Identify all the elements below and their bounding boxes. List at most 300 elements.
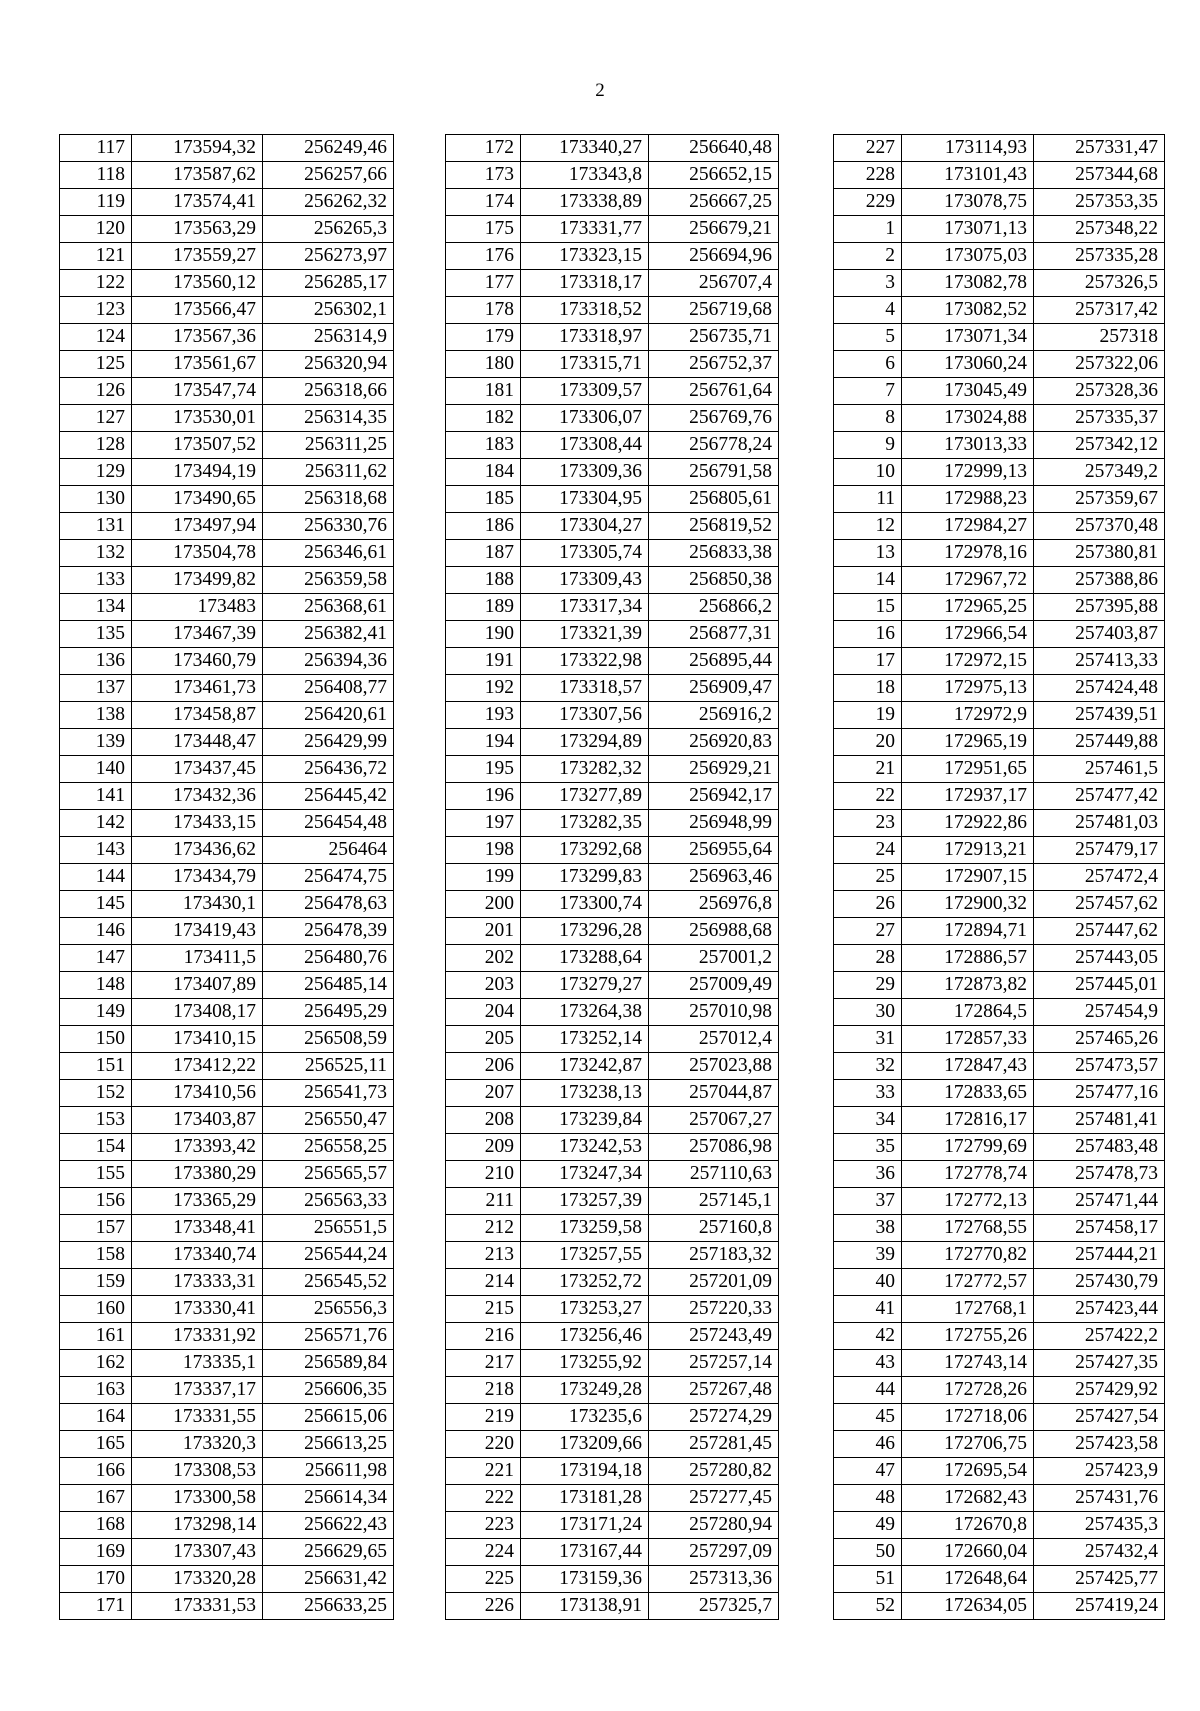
y-coordinate-cell: 257342,12 bbox=[1034, 432, 1165, 459]
point-number-cell: 210 bbox=[446, 1161, 521, 1188]
table-row bbox=[60, 243, 394, 270]
x-coordinate-cell: 173238,13 bbox=[521, 1080, 649, 1107]
x-coordinate-cell: 173294,89 bbox=[521, 729, 649, 756]
point-number-cell: 190 bbox=[446, 621, 521, 648]
x-coordinate-cell: 173430,1 bbox=[132, 891, 263, 918]
table-row bbox=[446, 540, 779, 567]
point-number-cell: 171 bbox=[60, 1593, 132, 1620]
point-number-cell: 209 bbox=[446, 1134, 521, 1161]
x-coordinate-cell: 173307,56 bbox=[521, 702, 649, 729]
x-coordinate-cell: 173320,3 bbox=[132, 1431, 263, 1458]
x-coordinate-cell: 173318,52 bbox=[521, 297, 649, 324]
x-coordinate-cell: 172978,16 bbox=[902, 540, 1034, 567]
y-coordinate-cell: 257427,35 bbox=[1034, 1350, 1165, 1377]
y-coordinate-cell: 257280,82 bbox=[649, 1458, 779, 1485]
point-number-cell: 198 bbox=[446, 837, 521, 864]
table-row bbox=[60, 378, 394, 405]
table-row bbox=[60, 783, 394, 810]
y-coordinate-cell: 257425,77 bbox=[1034, 1566, 1165, 1593]
x-coordinate-cell: 173559,27 bbox=[132, 243, 263, 270]
table-row bbox=[60, 648, 394, 675]
point-number-cell: 15 bbox=[834, 594, 902, 621]
x-coordinate-cell: 172966,54 bbox=[902, 621, 1034, 648]
y-coordinate-cell: 257318 bbox=[1034, 324, 1165, 351]
point-number-cell: 31 bbox=[834, 1026, 902, 1053]
table-row bbox=[60, 1053, 394, 1080]
y-coordinate-cell: 256652,15 bbox=[649, 162, 779, 189]
x-coordinate-cell: 172695,54 bbox=[902, 1458, 1034, 1485]
point-number-cell: 12 bbox=[834, 513, 902, 540]
table-row bbox=[446, 999, 779, 1026]
table-row bbox=[60, 162, 394, 189]
point-number-cell: 44 bbox=[834, 1377, 902, 1404]
point-number-cell: 178 bbox=[446, 297, 521, 324]
x-coordinate-cell: 173082,52 bbox=[902, 297, 1034, 324]
table-row bbox=[446, 135, 779, 162]
x-coordinate-cell: 172900,32 bbox=[902, 891, 1034, 918]
y-coordinate-cell: 256495,29 bbox=[263, 999, 394, 1026]
point-number-cell: 143 bbox=[60, 837, 132, 864]
x-coordinate-cell: 172984,27 bbox=[902, 513, 1034, 540]
x-coordinate-cell: 173292,68 bbox=[521, 837, 649, 864]
y-coordinate-cell: 256948,99 bbox=[649, 810, 779, 837]
point-number-cell: 172 bbox=[446, 135, 521, 162]
x-coordinate-cell: 173331,55 bbox=[132, 1404, 263, 1431]
y-coordinate-cell: 257331,47 bbox=[1034, 135, 1165, 162]
table-row bbox=[60, 918, 394, 945]
x-coordinate-cell: 173239,84 bbox=[521, 1107, 649, 1134]
y-coordinate-cell: 256819,52 bbox=[649, 513, 779, 540]
x-coordinate-cell: 173255,92 bbox=[521, 1350, 649, 1377]
point-number-cell: 208 bbox=[446, 1107, 521, 1134]
table-row bbox=[60, 1188, 394, 1215]
table-row bbox=[60, 540, 394, 567]
point-number-cell: 48 bbox=[834, 1485, 902, 1512]
point-number-cell: 200 bbox=[446, 891, 521, 918]
x-coordinate-cell: 173256,46 bbox=[521, 1323, 649, 1350]
y-coordinate-cell: 256640,48 bbox=[649, 135, 779, 162]
table-row bbox=[446, 270, 779, 297]
table-row bbox=[446, 351, 779, 378]
y-coordinate-cell: 256735,71 bbox=[649, 324, 779, 351]
y-coordinate-cell: 256285,17 bbox=[263, 270, 394, 297]
y-coordinate-cell: 257465,26 bbox=[1034, 1026, 1165, 1053]
point-number-cell: 166 bbox=[60, 1458, 132, 1485]
table-row bbox=[834, 1431, 1165, 1458]
table-row bbox=[60, 1485, 394, 1512]
table-row bbox=[446, 1350, 779, 1377]
x-coordinate-cell: 173045,49 bbox=[902, 378, 1034, 405]
point-number-cell: 203 bbox=[446, 972, 521, 999]
point-number-cell: 222 bbox=[446, 1485, 521, 1512]
x-coordinate-cell: 172728,26 bbox=[902, 1377, 1034, 1404]
x-coordinate-cell: 173282,32 bbox=[521, 756, 649, 783]
x-coordinate-cell: 173458,87 bbox=[132, 702, 263, 729]
x-coordinate-cell: 173235,6 bbox=[521, 1404, 649, 1431]
y-coordinate-cell: 256478,63 bbox=[263, 891, 394, 918]
point-number-cell: 176 bbox=[446, 243, 521, 270]
point-number-cell: 3 bbox=[834, 270, 902, 297]
x-coordinate-cell: 173277,89 bbox=[521, 783, 649, 810]
table-row bbox=[834, 972, 1165, 999]
y-coordinate-cell: 257297,09 bbox=[649, 1539, 779, 1566]
y-coordinate-cell: 257432,4 bbox=[1034, 1539, 1165, 1566]
x-coordinate-cell: 173300,74 bbox=[521, 891, 649, 918]
table-row bbox=[834, 378, 1165, 405]
table-row bbox=[60, 513, 394, 540]
table-row bbox=[60, 1512, 394, 1539]
y-coordinate-cell: 256833,38 bbox=[649, 540, 779, 567]
y-coordinate-cell: 256249,46 bbox=[263, 135, 394, 162]
point-number-cell: 187 bbox=[446, 540, 521, 567]
x-coordinate-cell: 173075,03 bbox=[902, 243, 1034, 270]
point-number-cell: 218 bbox=[446, 1377, 521, 1404]
y-coordinate-cell: 256454,48 bbox=[263, 810, 394, 837]
y-coordinate-cell: 256408,77 bbox=[263, 675, 394, 702]
y-coordinate-cell: 257322,06 bbox=[1034, 351, 1165, 378]
y-coordinate-cell: 256613,25 bbox=[263, 1431, 394, 1458]
point-number-cell: 228 bbox=[834, 162, 902, 189]
table-row bbox=[834, 1080, 1165, 1107]
table-row bbox=[60, 405, 394, 432]
y-coordinate-cell: 256545,52 bbox=[263, 1269, 394, 1296]
y-coordinate-cell: 257317,42 bbox=[1034, 297, 1165, 324]
point-number-cell: 28 bbox=[834, 945, 902, 972]
y-coordinate-cell: 257326,5 bbox=[1034, 270, 1165, 297]
x-coordinate-cell: 172965,19 bbox=[902, 729, 1034, 756]
point-number-cell: 191 bbox=[446, 648, 521, 675]
x-coordinate-cell: 173299,83 bbox=[521, 864, 649, 891]
y-coordinate-cell: 256606,35 bbox=[263, 1377, 394, 1404]
point-number-cell: 202 bbox=[446, 945, 521, 972]
x-coordinate-cell: 173304,27 bbox=[521, 513, 649, 540]
point-number-cell: 125 bbox=[60, 351, 132, 378]
y-coordinate-cell: 256508,59 bbox=[263, 1026, 394, 1053]
page-number: 2 bbox=[595, 80, 605, 101]
x-coordinate-cell: 172967,72 bbox=[902, 567, 1034, 594]
x-coordinate-cell: 172999,13 bbox=[902, 459, 1034, 486]
y-coordinate-cell: 256955,64 bbox=[649, 837, 779, 864]
point-number-cell: 13 bbox=[834, 540, 902, 567]
table-row bbox=[60, 891, 394, 918]
y-coordinate-cell: 257424,48 bbox=[1034, 675, 1165, 702]
table-row bbox=[834, 351, 1165, 378]
table-row bbox=[60, 810, 394, 837]
point-number-cell: 168 bbox=[60, 1512, 132, 1539]
y-coordinate-cell: 256719,68 bbox=[649, 297, 779, 324]
x-coordinate-cell: 173567,36 bbox=[132, 324, 263, 351]
point-number-cell: 17 bbox=[834, 648, 902, 675]
y-coordinate-cell: 257423,44 bbox=[1034, 1296, 1165, 1323]
table-row bbox=[60, 675, 394, 702]
x-coordinate-cell: 173433,15 bbox=[132, 810, 263, 837]
y-coordinate-cell: 257422,2 bbox=[1034, 1323, 1165, 1350]
point-number-cell: 204 bbox=[446, 999, 521, 1026]
point-number-cell: 173 bbox=[446, 162, 521, 189]
y-coordinate-cell: 257439,51 bbox=[1034, 702, 1165, 729]
table-row bbox=[446, 648, 779, 675]
y-coordinate-cell: 256556,3 bbox=[263, 1296, 394, 1323]
y-coordinate-cell: 257160,8 bbox=[649, 1215, 779, 1242]
point-number-cell: 225 bbox=[446, 1566, 521, 1593]
y-coordinate-cell: 257471,44 bbox=[1034, 1188, 1165, 1215]
point-number-cell: 14 bbox=[834, 567, 902, 594]
x-coordinate-cell: 172768,55 bbox=[902, 1215, 1034, 1242]
table-row bbox=[446, 891, 779, 918]
y-coordinate-cell: 256359,58 bbox=[263, 567, 394, 594]
y-coordinate-cell: 257461,5 bbox=[1034, 756, 1165, 783]
x-coordinate-cell: 173340,27 bbox=[521, 135, 649, 162]
x-coordinate-cell: 173242,53 bbox=[521, 1134, 649, 1161]
table-row bbox=[60, 1215, 394, 1242]
y-coordinate-cell: 257413,33 bbox=[1034, 648, 1165, 675]
x-coordinate-cell: 173078,75 bbox=[902, 189, 1034, 216]
point-number-cell: 165 bbox=[60, 1431, 132, 1458]
x-coordinate-cell: 172768,1 bbox=[902, 1296, 1034, 1323]
table-row bbox=[60, 1296, 394, 1323]
point-number-cell: 214 bbox=[446, 1269, 521, 1296]
table-row bbox=[446, 1485, 779, 1512]
point-number-cell: 10 bbox=[834, 459, 902, 486]
table-row bbox=[834, 1539, 1165, 1566]
table-row bbox=[834, 1134, 1165, 1161]
x-coordinate-cell: 173380,29 bbox=[132, 1161, 263, 1188]
y-coordinate-cell: 256563,33 bbox=[263, 1188, 394, 1215]
point-number-cell: 130 bbox=[60, 486, 132, 513]
x-coordinate-cell: 173209,66 bbox=[521, 1431, 649, 1458]
point-number-cell: 124 bbox=[60, 324, 132, 351]
point-number-cell: 9 bbox=[834, 432, 902, 459]
table-row bbox=[446, 1026, 779, 1053]
table-row bbox=[834, 594, 1165, 621]
y-coordinate-cell: 257010,98 bbox=[649, 999, 779, 1026]
x-coordinate-cell: 173507,52 bbox=[132, 432, 263, 459]
table-row bbox=[834, 1485, 1165, 1512]
point-number-cell: 227 bbox=[834, 135, 902, 162]
y-coordinate-cell: 257335,37 bbox=[1034, 405, 1165, 432]
table-row bbox=[834, 1161, 1165, 1188]
x-coordinate-cell: 173317,34 bbox=[521, 594, 649, 621]
point-number-cell: 163 bbox=[60, 1377, 132, 1404]
point-number-cell: 139 bbox=[60, 729, 132, 756]
x-coordinate-cell: 173483 bbox=[132, 594, 263, 621]
x-coordinate-cell: 173331,77 bbox=[521, 216, 649, 243]
point-number-cell: 211 bbox=[446, 1188, 521, 1215]
y-coordinate-cell: 257429,92 bbox=[1034, 1377, 1165, 1404]
table-row bbox=[60, 297, 394, 324]
y-coordinate-cell: 256541,73 bbox=[263, 1080, 394, 1107]
y-coordinate-cell: 256311,25 bbox=[263, 432, 394, 459]
point-number-cell: 158 bbox=[60, 1242, 132, 1269]
point-number-cell: 18 bbox=[834, 675, 902, 702]
point-number-cell: 154 bbox=[60, 1134, 132, 1161]
point-number-cell: 170 bbox=[60, 1566, 132, 1593]
point-number-cell: 216 bbox=[446, 1323, 521, 1350]
table-row bbox=[60, 1566, 394, 1593]
point-number-cell: 193 bbox=[446, 702, 521, 729]
point-number-cell: 174 bbox=[446, 189, 521, 216]
x-coordinate-cell: 173308,44 bbox=[521, 432, 649, 459]
point-number-cell: 2 bbox=[834, 243, 902, 270]
table-row bbox=[60, 1269, 394, 1296]
x-coordinate-cell: 173547,74 bbox=[132, 378, 263, 405]
x-coordinate-cell: 173338,89 bbox=[521, 189, 649, 216]
y-coordinate-cell: 256694,96 bbox=[649, 243, 779, 270]
x-coordinate-cell: 172816,17 bbox=[902, 1107, 1034, 1134]
x-coordinate-cell: 173101,43 bbox=[902, 162, 1034, 189]
point-number-cell: 155 bbox=[60, 1161, 132, 1188]
y-coordinate-cell: 256273,97 bbox=[263, 243, 394, 270]
point-number-cell: 42 bbox=[834, 1323, 902, 1350]
y-coordinate-cell: 256330,76 bbox=[263, 513, 394, 540]
table-row bbox=[60, 972, 394, 999]
y-coordinate-cell: 257110,63 bbox=[649, 1161, 779, 1188]
point-number-cell: 226 bbox=[446, 1593, 521, 1620]
y-coordinate-cell: 257344,68 bbox=[1034, 162, 1165, 189]
x-coordinate-cell: 173331,92 bbox=[132, 1323, 263, 1350]
y-coordinate-cell: 256314,9 bbox=[263, 324, 394, 351]
point-number-cell: 140 bbox=[60, 756, 132, 783]
point-number-cell: 16 bbox=[834, 621, 902, 648]
table-row bbox=[446, 324, 779, 351]
x-coordinate-cell: 173304,95 bbox=[521, 486, 649, 513]
y-coordinate-cell: 256311,62 bbox=[263, 459, 394, 486]
point-number-cell: 150 bbox=[60, 1026, 132, 1053]
y-coordinate-cell: 256916,2 bbox=[649, 702, 779, 729]
x-coordinate-cell: 173504,78 bbox=[132, 540, 263, 567]
y-coordinate-cell: 257479,17 bbox=[1034, 837, 1165, 864]
point-number-cell: 185 bbox=[446, 486, 521, 513]
y-coordinate-cell: 256420,61 bbox=[263, 702, 394, 729]
point-number-cell: 4 bbox=[834, 297, 902, 324]
table-row bbox=[834, 243, 1165, 270]
x-coordinate-cell: 173335,1 bbox=[132, 1350, 263, 1377]
table-row bbox=[60, 1377, 394, 1404]
x-coordinate-cell: 173408,17 bbox=[132, 999, 263, 1026]
x-coordinate-cell: 172718,06 bbox=[902, 1404, 1034, 1431]
table-row bbox=[60, 324, 394, 351]
y-coordinate-cell: 256320,94 bbox=[263, 351, 394, 378]
x-coordinate-cell: 173307,43 bbox=[132, 1539, 263, 1566]
x-coordinate-cell: 172772,13 bbox=[902, 1188, 1034, 1215]
table-row bbox=[446, 837, 779, 864]
table-row bbox=[834, 1026, 1165, 1053]
y-coordinate-cell: 256615,06 bbox=[263, 1404, 394, 1431]
table-row bbox=[60, 135, 394, 162]
y-coordinate-cell: 256679,21 bbox=[649, 216, 779, 243]
table-row bbox=[446, 1593, 779, 1620]
table-row bbox=[60, 1134, 394, 1161]
table-row bbox=[60, 594, 394, 621]
x-coordinate-cell: 172951,65 bbox=[902, 756, 1034, 783]
point-number-cell: 169 bbox=[60, 1539, 132, 1566]
x-coordinate-cell: 173181,28 bbox=[521, 1485, 649, 1512]
table-row bbox=[446, 297, 779, 324]
table-row bbox=[446, 162, 779, 189]
table-row bbox=[446, 918, 779, 945]
table-row bbox=[60, 621, 394, 648]
point-number-cell: 25 bbox=[834, 864, 902, 891]
y-coordinate-cell: 256478,39 bbox=[263, 918, 394, 945]
y-coordinate-cell: 256550,47 bbox=[263, 1107, 394, 1134]
table-row bbox=[446, 594, 779, 621]
y-coordinate-cell: 257280,94 bbox=[649, 1512, 779, 1539]
table-row bbox=[60, 945, 394, 972]
y-coordinate-cell: 257183,32 bbox=[649, 1242, 779, 1269]
point-number-cell: 220 bbox=[446, 1431, 521, 1458]
point-number-cell: 217 bbox=[446, 1350, 521, 1377]
point-number-cell: 134 bbox=[60, 594, 132, 621]
point-number-cell: 11 bbox=[834, 486, 902, 513]
x-coordinate-cell: 173587,62 bbox=[132, 162, 263, 189]
x-coordinate-cell: 172913,21 bbox=[902, 837, 1034, 864]
point-number-cell: 26 bbox=[834, 891, 902, 918]
x-coordinate-cell: 173013,33 bbox=[902, 432, 1034, 459]
table-row bbox=[60, 1458, 394, 1485]
point-number-cell: 145 bbox=[60, 891, 132, 918]
table-row bbox=[60, 189, 394, 216]
point-number-cell: 19 bbox=[834, 702, 902, 729]
table-row bbox=[60, 999, 394, 1026]
point-number-cell: 177 bbox=[446, 270, 521, 297]
y-coordinate-cell: 256394,36 bbox=[263, 648, 394, 675]
table-row bbox=[60, 486, 394, 513]
y-coordinate-cell: 256791,58 bbox=[649, 459, 779, 486]
x-coordinate-cell: 173323,15 bbox=[521, 243, 649, 270]
point-number-cell: 229 bbox=[834, 189, 902, 216]
x-coordinate-cell: 172965,25 bbox=[902, 594, 1034, 621]
table-row bbox=[446, 513, 779, 540]
table-row bbox=[446, 486, 779, 513]
y-coordinate-cell: 256368,61 bbox=[263, 594, 394, 621]
x-coordinate-cell: 173333,31 bbox=[132, 1269, 263, 1296]
y-coordinate-cell: 256622,43 bbox=[263, 1512, 394, 1539]
table-row bbox=[834, 405, 1165, 432]
y-coordinate-cell: 256942,17 bbox=[649, 783, 779, 810]
point-number-cell: 194 bbox=[446, 729, 521, 756]
y-coordinate-cell: 257274,29 bbox=[649, 1404, 779, 1431]
x-coordinate-cell: 172833,65 bbox=[902, 1080, 1034, 1107]
y-coordinate-cell: 256558,25 bbox=[263, 1134, 394, 1161]
point-number-cell: 117 bbox=[60, 135, 132, 162]
point-number-cell: 188 bbox=[446, 567, 521, 594]
y-coordinate-cell: 256480,76 bbox=[263, 945, 394, 972]
x-coordinate-cell: 172847,43 bbox=[902, 1053, 1034, 1080]
x-coordinate-cell: 173259,58 bbox=[521, 1215, 649, 1242]
x-coordinate-cell: 173252,72 bbox=[521, 1269, 649, 1296]
x-coordinate-cell: 173252,14 bbox=[521, 1026, 649, 1053]
table-row bbox=[60, 1026, 394, 1053]
point-number-cell: 189 bbox=[446, 594, 521, 621]
table-row bbox=[834, 567, 1165, 594]
point-number-cell: 206 bbox=[446, 1053, 521, 1080]
table-row bbox=[60, 837, 394, 864]
point-number-cell: 136 bbox=[60, 648, 132, 675]
table-row bbox=[60, 1539, 394, 1566]
point-number-cell: 196 bbox=[446, 783, 521, 810]
y-coordinate-cell: 256929,21 bbox=[649, 756, 779, 783]
point-number-cell: 37 bbox=[834, 1188, 902, 1215]
y-coordinate-cell: 256877,31 bbox=[649, 621, 779, 648]
table-row bbox=[834, 1107, 1165, 1134]
point-number-cell: 23 bbox=[834, 810, 902, 837]
x-coordinate-cell: 172857,33 bbox=[902, 1026, 1034, 1053]
point-number-cell: 40 bbox=[834, 1269, 902, 1296]
x-coordinate-cell: 173348,41 bbox=[132, 1215, 263, 1242]
y-coordinate-cell: 256614,34 bbox=[263, 1485, 394, 1512]
x-coordinate-cell: 173393,42 bbox=[132, 1134, 263, 1161]
point-number-cell: 38 bbox=[834, 1215, 902, 1242]
